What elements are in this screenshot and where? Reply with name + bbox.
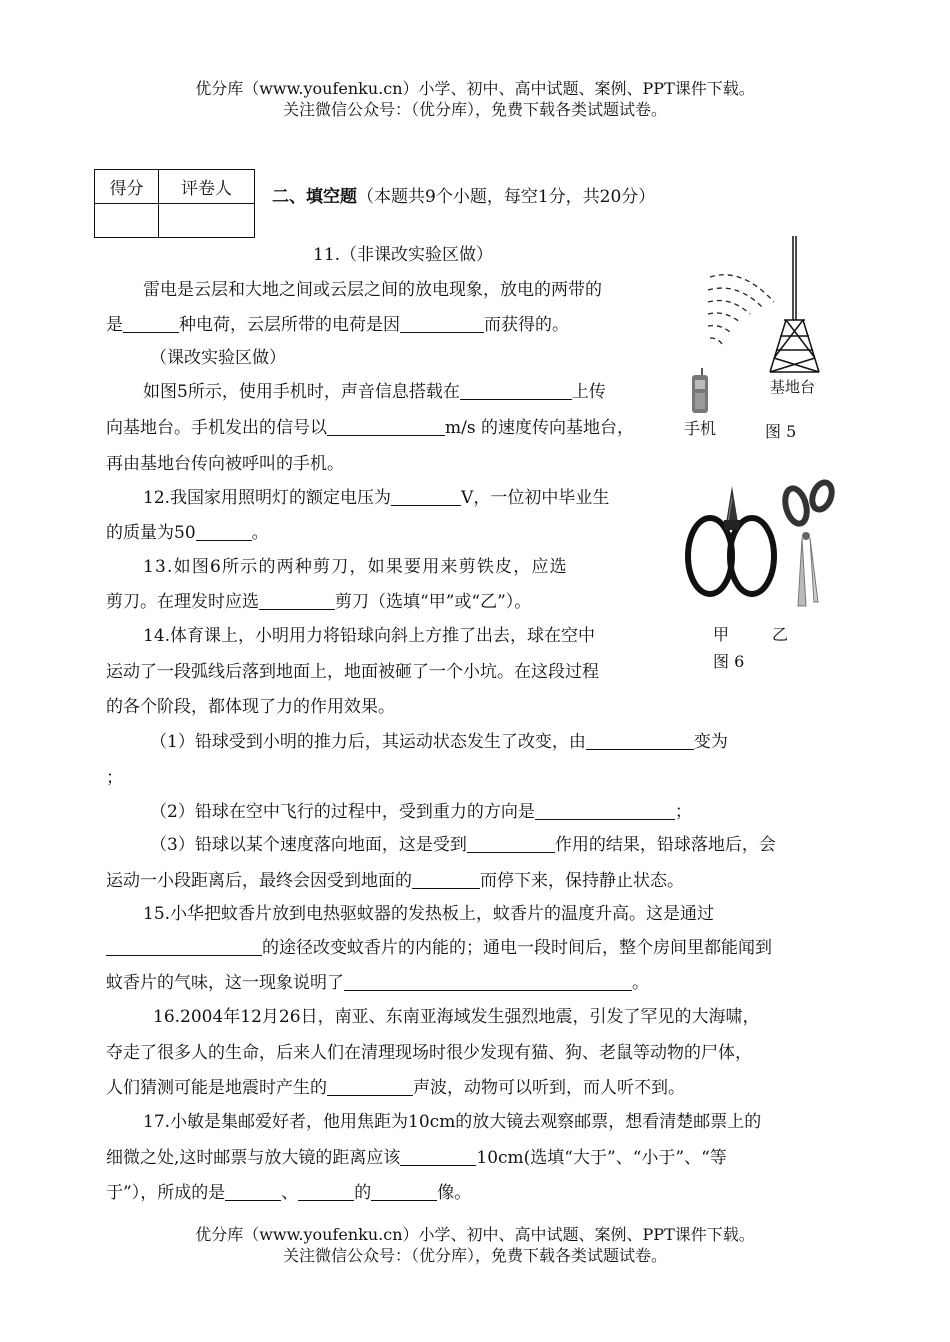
q14-blank-1[interactable] (586, 732, 694, 750)
q11-text-c: 而获得的。 (484, 315, 569, 335)
q13-line2 (106, 590, 531, 614)
q11-text-b: 种电荷，云层所带的电荷是因 (179, 315, 400, 335)
scissors-a-icon (688, 486, 774, 594)
q16-text-a: 人们猜测可能是地震时产生的 (106, 1078, 327, 1098)
q14-text-b: 变为 (693, 732, 728, 752)
q11-text-g: m/s 的速度传向基地台， (445, 418, 634, 438)
q15-line1: 15.小华把蚊香片放到电热驱蚊器的发热板上，蚊香片的温度升高。这是通过 (143, 904, 715, 924)
q12-line1 (143, 486, 609, 510)
q14-text-a: （1）铅球受到小明的推力后，其运动状态发生了改变，由 (150, 732, 586, 752)
q17-text-a: 细微之处,这时邮票与放大镜的距离应该 (106, 1148, 401, 1168)
q17-line2 (106, 1146, 727, 1170)
q12-text-d: 。 (251, 523, 269, 543)
q15-line2 (106, 936, 772, 960)
scissors-b-icon (782, 480, 836, 606)
q16-line2: 夺走了很多人的生命，后来人们在清理现场时很少发现有猫、狗、老鼠等动物的尸体， (106, 1043, 752, 1063)
q14-part3 (150, 833, 776, 857)
q11-text-f: 向基地台。手机发出的信号以 (106, 418, 327, 438)
q11-line2 (106, 313, 569, 337)
section-title (272, 185, 655, 209)
q14-part2 (150, 800, 692, 824)
score-table (94, 169, 255, 238)
section-note: （本题共9个小题，每空1分，共20分） (357, 187, 656, 207)
q11-blank-4[interactable] (327, 418, 445, 436)
q14-part3-cont (106, 869, 684, 893)
q17-blank-1[interactable] (400, 1148, 476, 1166)
q17-text-f: 像。 (437, 1183, 472, 1203)
q15-text-c: 。 (632, 973, 649, 993)
score-cell[interactable] (95, 204, 159, 238)
q14-line2: 运动了一段弧线后落到地面上，地面被砸了一个小坑。在这段过程 (106, 662, 599, 682)
q17-blank-4[interactable] (371, 1183, 437, 1201)
tower-icon (770, 236, 819, 372)
q17-blank-3[interactable] (298, 1183, 354, 1201)
q17-blank-2[interactable] (225, 1183, 281, 1201)
mobile-phone-icon (688, 366, 712, 416)
q12-text-c: 的质量为50 (106, 523, 196, 543)
grader-label: 评卷人 (159, 170, 255, 204)
q17-text-b: 10cm(选填“大于”、“小于”、“等 (476, 1148, 727, 1168)
q13-text-a: 剪刀。在理发时应选 (106, 592, 259, 612)
page-footer-line1: 优分库（www.youfenku.cn）小学、初中、高中试题、案例、PPT课件下载。 (195, 1225, 755, 1244)
q12-text-b: V，一位初中毕业生 (461, 488, 610, 508)
q14-line1: 14.体育课上，小明用力将铅球向斜上方推了出去，球在空中 (143, 626, 596, 646)
figure5-tower-label: 基地台 (770, 378, 816, 396)
figure6-label-a: 甲 (713, 625, 730, 644)
q11-line4 (106, 416, 634, 440)
q17-text-c: 于”），所成的是 (106, 1183, 226, 1203)
q13-text-b: 剪刀（选填“甲”或“乙”）。 (335, 592, 532, 612)
page-header-line2: 关注微信公众号：（优分库），免费下载各类试题试卷。 (282, 100, 667, 119)
q11-blank-1[interactable] (123, 315, 179, 333)
q13-line1: 13.如图6所示的两种剪刀，如果要用来剪铁皮，应选 (143, 557, 568, 577)
figure6-caption: 图 6 (713, 652, 745, 671)
q17-text-d: 、 (281, 1183, 299, 1203)
figure5-caption: 图 5 (765, 422, 797, 441)
q12-line2 (106, 521, 269, 545)
q16-blank-1[interactable] (327, 1078, 413, 1096)
q14-text-h: 而停下来，保持静止状态。 (480, 871, 684, 891)
q14-text-g: 运动一小段距离后，最终会因受到地面的 (106, 871, 412, 891)
q11-sub: （课改实验区做） (150, 348, 286, 368)
q14-part1 (150, 730, 728, 754)
q11-line5: 再由基地台传向被呼叫的手机。 (106, 454, 344, 474)
q11-line3 (143, 380, 606, 404)
q17-line1: 17.小敏是集邮爱好者，他用焦距为10cm的放大镜去观察邮票，想看清楚邮票上的 (143, 1112, 762, 1132)
q15-line3 (106, 971, 649, 995)
q14-text-d: ； (674, 802, 692, 822)
page-footer-line2: 关注微信公众号：（优分库），免费下载各类试题试卷。 (282, 1246, 667, 1265)
q14-part1-end: ； (106, 768, 123, 788)
q11-head: 11.（非课改实验区做） (313, 245, 494, 265)
q16-line3 (106, 1076, 685, 1100)
q12-text-a: 12.我国家用照明灯的额定电压为 (143, 488, 392, 508)
q11-line1: 雷电是云层和大地之间或云层之间的放电现象，放电的两带的 (143, 280, 602, 300)
signal-waves-icon (708, 275, 774, 344)
q11-text-e: 上传 (571, 382, 606, 402)
q16-line1: 16.2004年12月26日，南亚、东南亚海域发生强烈地震，引发了罕见的大海啸， (153, 1007, 760, 1027)
q12-blank-1[interactable] (391, 488, 461, 506)
q12-blank-2[interactable] (196, 523, 252, 541)
q11-text-a: 是 (106, 315, 123, 335)
q15-text-a: 的途径改变蚊香片的内能的；通电一段时间后，整个房间里都能闻到 (262, 938, 772, 958)
q14-blank-2[interactable] (535, 802, 675, 820)
q13-blank-1[interactable] (259, 592, 335, 610)
q14-line3: 的各个阶段，都体现了力的作用效果。 (106, 697, 395, 717)
section-title-main: 二、填空题 (272, 187, 357, 207)
page-header-line1: 优分库（www.youfenku.cn）小学、初中、高中试题、案例、PPT课件下载。 (195, 79, 755, 98)
score-label: 得分 (95, 170, 159, 204)
figure5-phone-label: 手机 (684, 419, 717, 438)
q14-text-f: 作用的结果，铅球落地后，会 (554, 835, 776, 855)
q11-blank-3[interactable] (460, 382, 572, 400)
figure6-scissors-diagram (682, 478, 842, 613)
q17-text-e: 的 (354, 1183, 372, 1203)
q17-line3 (106, 1181, 471, 1205)
q16-text-b: 声波，动物可以听到，而人听不到。 (413, 1078, 685, 1098)
q11-text-d: 如图5所示，使用手机时，声音信息搭载在 (143, 382, 460, 402)
figure6-label-b: 乙 (772, 625, 789, 644)
q15-blank-2[interactable] (344, 973, 632, 991)
q14-text-c: （2）铅球在空中飞行的过程中，受到重力的方向是 (150, 802, 535, 822)
q14-blank-3[interactable] (467, 835, 555, 853)
grader-cell[interactable] (159, 204, 255, 238)
q14-text-e: （3）铅球以某个速度落向地面，这是受到 (150, 835, 467, 855)
q15-text-b: 蚊香片的气味，这一现象说明了 (106, 973, 344, 993)
q11-blank-2[interactable] (400, 315, 484, 333)
q14-blank-4[interactable] (412, 871, 480, 889)
q15-blank-1[interactable] (106, 938, 262, 956)
